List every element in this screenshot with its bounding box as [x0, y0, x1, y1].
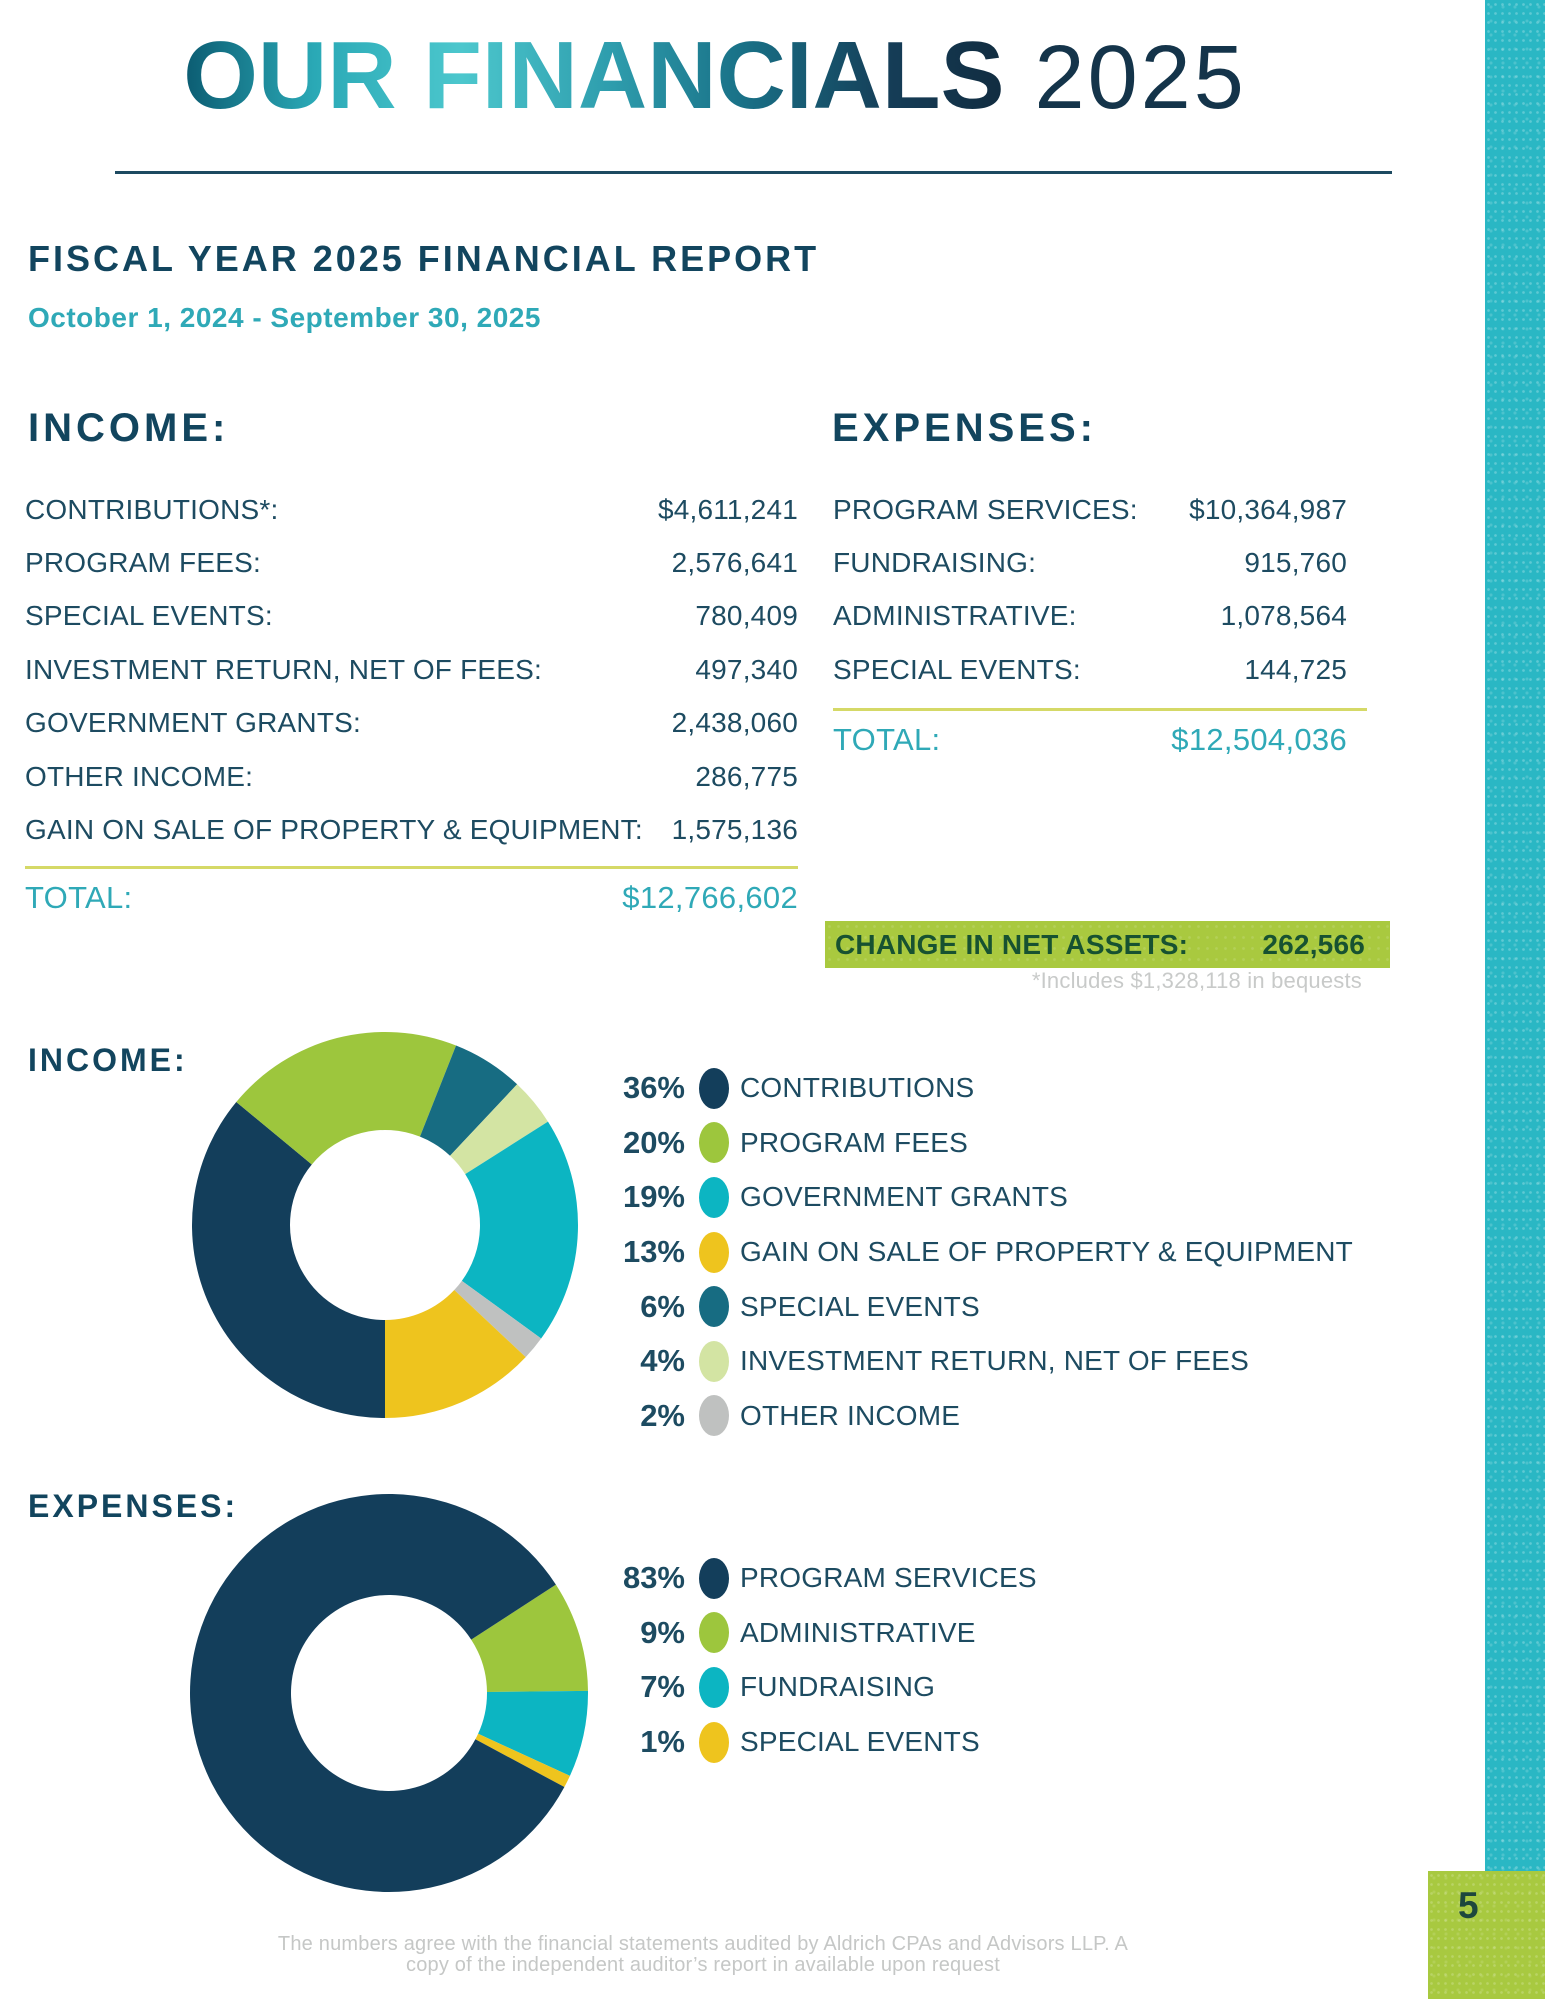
- legend-label: GAIN ON SALE OF PROPERTY & EQUIPMENT: [740, 1236, 1353, 1268]
- page-title-year: 2025: [1034, 28, 1247, 128]
- page-number-box: [1428, 1871, 1545, 1999]
- row-label: ADMINISTRATIVE:: [833, 600, 1077, 632]
- legend-label: FUNDRAISING: [740, 1671, 936, 1703]
- expenses-chart-label: EXPENSES:: [28, 1488, 239, 1524]
- legend-percent: 1%: [640, 1724, 685, 1760]
- legend-percent: 6%: [640, 1288, 685, 1324]
- legend-color-dot: [699, 1341, 729, 1382]
- table-row: [25, 590, 798, 643]
- legend-color-dot: [699, 1722, 729, 1763]
- legend-label: SPECIAL EVENTS: [740, 1290, 980, 1322]
- net-assets-label: CHANGE IN NET ASSETS:: [835, 928, 1189, 960]
- decorative-side-bar: [1485, 0, 1545, 1871]
- row-label: SPECIAL EVENTS:: [25, 600, 273, 632]
- total-value: $12,766,602: [622, 880, 798, 915]
- income-heading: INCOME:: [28, 406, 230, 450]
- row-value: 915,760: [1244, 547, 1347, 579]
- row-value: $4,611,241: [657, 493, 798, 525]
- row-value: 144,725: [1244, 653, 1347, 685]
- legend-item: [538, 1225, 1418, 1280]
- bequests-footnote: *Includes $1,328,118 in bequests: [1031, 968, 1362, 993]
- row-value: 2,576,641: [671, 547, 798, 579]
- expenses-total-row: [833, 722, 1347, 758]
- row-label: FUNDRAISING:: [833, 547, 1037, 579]
- legend-label: PROGRAM SERVICES: [740, 1562, 1037, 1594]
- legend-item: [538, 1334, 1418, 1389]
- legend-color-dot: [699, 1667, 729, 1708]
- title-divider: [115, 171, 1392, 174]
- audit-footer: [0, 1934, 1406, 1976]
- table-row: [833, 536, 1347, 589]
- page-title: OUR FINANCIALS: [183, 22, 1005, 129]
- row-label: PROGRAM SERVICES:: [833, 493, 1138, 525]
- legend-percent: 4%: [640, 1343, 685, 1379]
- row-value: 1,078,564: [1220, 600, 1347, 632]
- row-value: 780,409: [695, 600, 798, 632]
- legend-color-dot: [699, 1558, 729, 1599]
- legend-percent: 13%: [622, 1234, 685, 1270]
- row-value: 2,438,060: [671, 707, 798, 739]
- legend-label: ADMINISTRATIVE: [740, 1616, 976, 1648]
- row-label: GAIN ON SALE OF PROPERTY & EQUIPMENT:: [25, 814, 643, 846]
- legend-percent: 19%: [622, 1179, 685, 1215]
- row-label: SPECIAL EVENTS:: [833, 653, 1081, 685]
- legend-label: INVESTMENT RETURN, NET OF FEES: [740, 1345, 1250, 1377]
- expenses-total-divider: [833, 708, 1367, 711]
- legend-percent: 2%: [640, 1397, 685, 1433]
- row-label: GOVERNMENT GRANTS:: [25, 707, 362, 739]
- legend-color-dot: [699, 1395, 729, 1436]
- change-in-net-assets-bar: [825, 921, 1390, 968]
- legend-item: [538, 1170, 1418, 1225]
- expenses-legend: [538, 1551, 1418, 1769]
- table-row: [25, 483, 798, 536]
- row-label: INVESTMENT RETURN, NET OF FEES:: [25, 653, 542, 685]
- expenses-table: [833, 483, 1347, 697]
- income-total-row: [25, 880, 798, 916]
- row-label: CONTRIBUTIONS*:: [25, 493, 279, 525]
- row-value: $10,364,987: [1189, 493, 1347, 525]
- donut-segment-contributions: [192, 1102, 385, 1418]
- legend-color-dot: [699, 1122, 729, 1163]
- table-row: [25, 643, 798, 696]
- row-value: 1,575,136: [671, 814, 798, 846]
- legend-label: GOVERNMENT GRANTS: [740, 1181, 1069, 1213]
- total-value: $12,504,036: [1171, 722, 1347, 757]
- legend-label: SPECIAL EVENTS: [740, 1726, 980, 1758]
- income-legend: [538, 1061, 1418, 1443]
- legend-color-dot: [699, 1286, 729, 1327]
- audit-footer-line2: copy of the independent auditor’s report in available upon request: [406, 1954, 1000, 1976]
- legend-percent: 36%: [622, 1070, 685, 1106]
- legend-item: [538, 1660, 1418, 1715]
- legend-item: [538, 1061, 1418, 1116]
- legend-percent: 83%: [622, 1560, 685, 1596]
- legend-percent: 20%: [622, 1124, 685, 1160]
- legend-label: CONTRIBUTIONS: [740, 1072, 975, 1104]
- page-number: 5: [1458, 1885, 1479, 1926]
- report-heading: FISCAL YEAR 2025 FINANCIAL REPORT: [28, 238, 820, 279]
- expenses-heading: EXPENSES:: [832, 406, 1097, 450]
- legend-color-dot: [699, 1068, 729, 1109]
- row-value: 286,775: [695, 760, 798, 792]
- legend-item: [538, 1116, 1418, 1171]
- income-chart-label: INCOME:: [28, 1042, 188, 1078]
- page-header: [0, 22, 1430, 129]
- legend-item: [538, 1551, 1418, 1606]
- table-row: [25, 750, 798, 803]
- table-row: [25, 803, 798, 856]
- row-value: 497,340: [695, 653, 798, 685]
- legend-percent: 7%: [640, 1669, 685, 1705]
- table-row: [833, 643, 1347, 696]
- total-label: TOTAL:: [25, 880, 133, 915]
- row-label: PROGRAM FEES:: [25, 547, 261, 579]
- legend-color-dot: [699, 1612, 729, 1653]
- legend-item: [538, 1389, 1418, 1444]
- legend-color-dot: [699, 1177, 729, 1218]
- expenses-donut-chart: [188, 1492, 590, 1894]
- legend-percent: 9%: [640, 1614, 685, 1650]
- legend-item: [538, 1715, 1418, 1770]
- table-row: [833, 590, 1347, 643]
- legend-label: OTHER INCOME: [740, 1399, 961, 1431]
- legend-item: [538, 1279, 1418, 1334]
- audit-footer-line1: The numbers agree with the financial statements audited by Aldrich CPAs and Advisors LLP. A: [277, 1933, 1129, 1955]
- row-label: OTHER INCOME:: [25, 760, 254, 792]
- table-row: [25, 697, 798, 750]
- table-row: [833, 483, 1347, 536]
- legend-label: PROGRAM FEES: [740, 1126, 968, 1158]
- income-table: [25, 483, 798, 857]
- report-period: October 1, 2024 - September 30, 2025: [28, 302, 541, 333]
- table-row: [25, 536, 798, 589]
- income-total-divider: [25, 866, 798, 869]
- legend-color-dot: [699, 1232, 729, 1273]
- legend-item: [538, 1606, 1418, 1661]
- net-assets-value: 262,566: [1262, 928, 1365, 960]
- total-label: TOTAL:: [833, 722, 941, 757]
- income-donut-chart: [190, 1030, 580, 1420]
